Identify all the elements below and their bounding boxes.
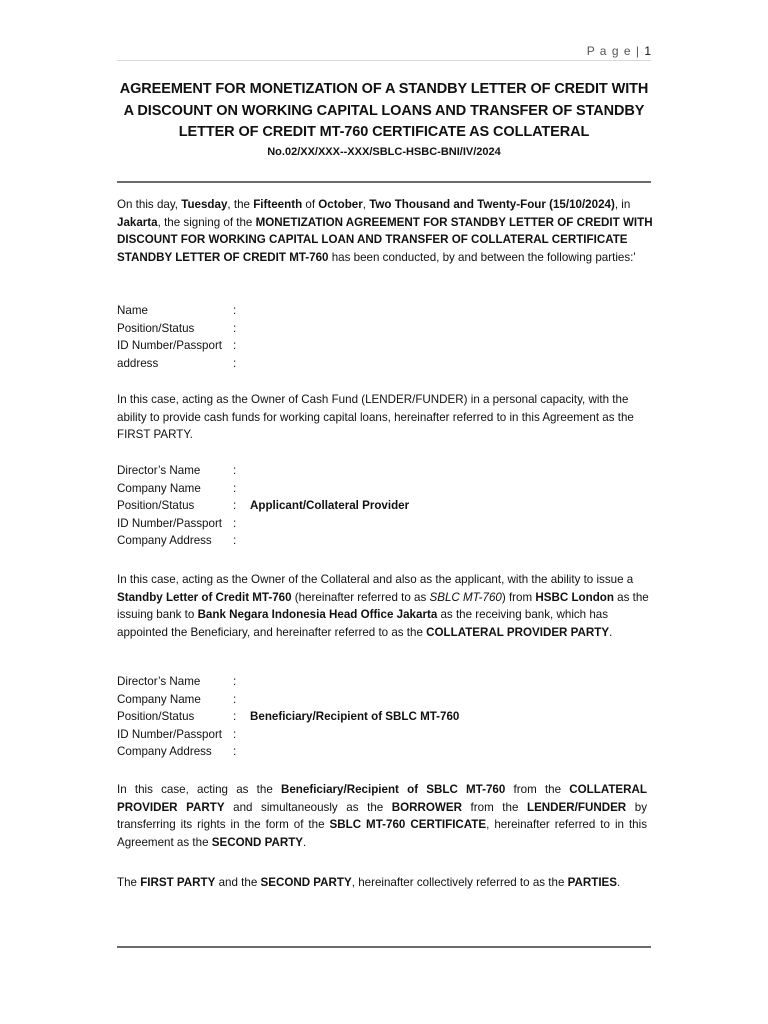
field-row: ID Number/Passport : bbox=[117, 727, 237, 741]
field-row: Position/Status : Applicant/Collateral Provider bbox=[117, 499, 410, 513]
collateral-provider-fields bbox=[117, 462, 597, 550]
field-row: Director’s Name : bbox=[117, 675, 237, 688]
field-row: Company Name : bbox=[117, 481, 237, 495]
field-row: Director’s Name : bbox=[117, 464, 237, 477]
title-divider bbox=[117, 181, 651, 183]
field-row: ID Number/Passport : bbox=[117, 339, 237, 353]
agreement-title: AGREEMENT FOR MONETIZATION OF A STANDBY LETTER OF CREDIT WITH A DISCOUNT ON WORKING CAPITAL LOANS AND TRANSFER OF STANDBY LETTER OF CREDIT MT-760 CERTIFICATE AS COLLATERAL bbox=[119, 81, 649, 140]
field-row: Company Address : bbox=[117, 745, 237, 759]
field-row: Company Address : bbox=[117, 534, 237, 548]
page-number: P a g e | 1 bbox=[586, 44, 651, 58]
header-divider bbox=[117, 60, 651, 61]
field-row: Company Name : bbox=[117, 692, 237, 706]
intro-paragraph: On this day, Tuesday, the Fifteenth of October, Two Thousand and Twenty-Four (15/10/2024), in Jakarta, the signing of the MONETIZATION AGREEMENT FOR STANDBY LETTER OF CREDIT WITH DISCOUNT FOR WORKING CAPITAL LOAN AND TRANSFER OF COLLATERAL CERTIFICATE STANDBY LETTER OF CREDIT MT-760 has been conducted, by and between the following parties:' bbox=[117, 198, 653, 264]
parties-summary: The FIRST PARTY and the SECOND PARTY, hereinafter collectively referred to as the PARTIES. bbox=[117, 876, 621, 889]
first-party-fields bbox=[117, 302, 597, 372]
first-party-description: In this case, acting as the Owner of Cash Fund (LENDER/FUNDER) in a personal capacity, with the ability to provide cash funds for working capital loans, hereinafter referred to in this Agreement as the FIRST PARTY. bbox=[117, 393, 634, 441]
field-row: ID Number/Passport : bbox=[117, 516, 237, 530]
document-number: No.02/XX/XXX--XXX/SBLC-HSBC-BNI/IV/2024 bbox=[267, 146, 501, 158]
field-row: address : bbox=[117, 356, 237, 370]
field-row: Name : bbox=[117, 304, 237, 317]
second-party-description: In this case, acting as the Beneficiary/Recipient of SBLC MT-760 from the COLLATERAL PROVIDER PARTY and simultaneously as the BORROWER from the LENDER/FUNDER by transferring its rights in the form of the SBLC MT-760 CERTIFICATE, hereinafter referred to in this Agreement as the SECOND PARTY. bbox=[117, 783, 647, 849]
footer-divider bbox=[117, 946, 651, 948]
collateral-provider-description: In this case, acting as the Owner of the Collateral and also as the applicant, with the ability to issue a Standby Letter of Credit MT-760 (hereinafter referred to as SBLC MT-760) from HSBC London as the issuing bank to Bank Negara Indonesia Head Office Jakarta as the receiving bank, which has appointed the Beneficiary, and hereinafter referred to as the COLLATERAL PROVIDER PARTY. bbox=[117, 573, 649, 639]
field-row: Position/Status : Beneficiary/Recipient of SBLC MT-760 bbox=[117, 710, 460, 724]
beneficiary-fields bbox=[117, 673, 597, 761]
field-row: Position/Status : bbox=[117, 321, 237, 335]
